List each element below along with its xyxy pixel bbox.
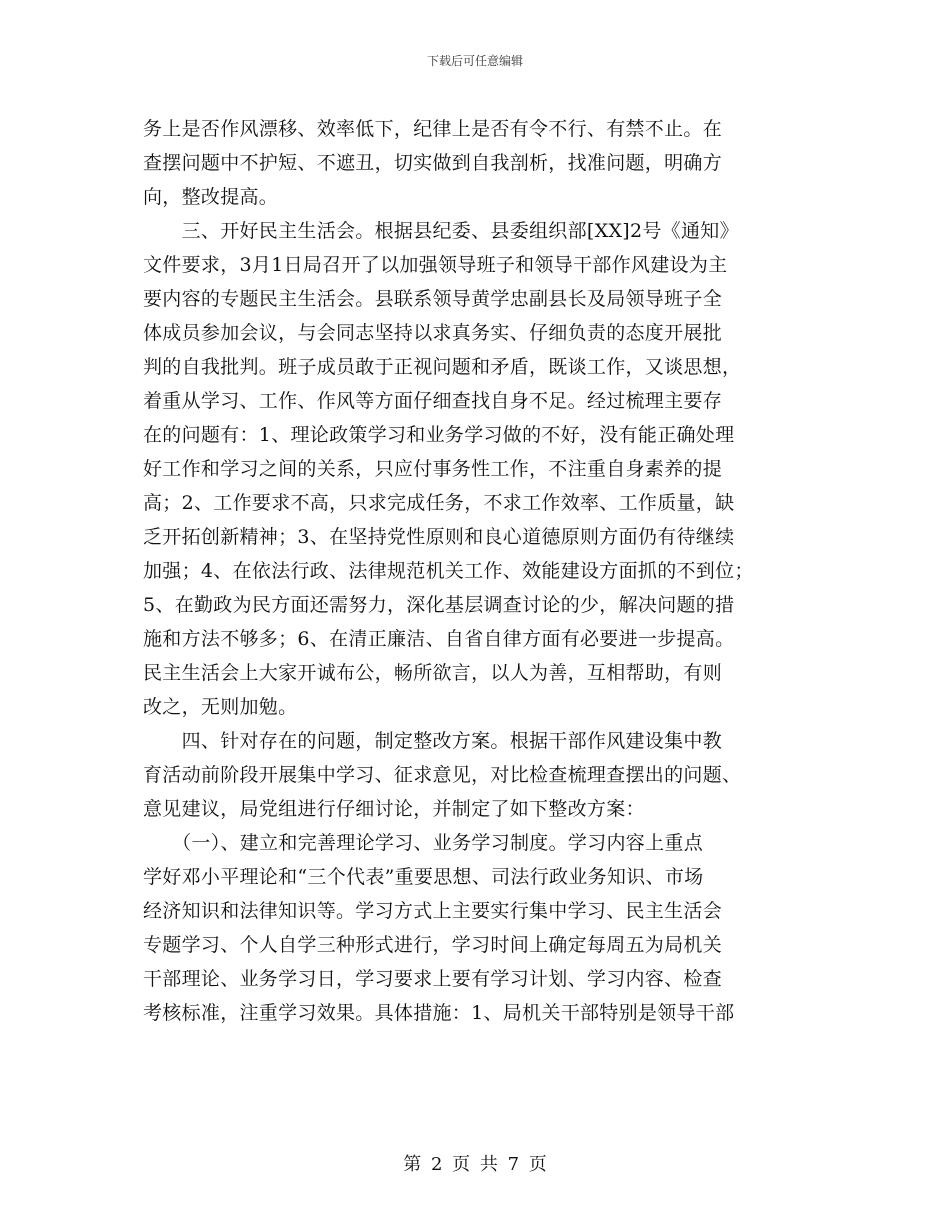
- text-line: 施和方法不够多；6、在清正廉洁、自省自律方面有必要进一步提高。: [143, 628, 735, 650]
- page-number-footer: 第 2 页 共 7 页: [403, 1154, 547, 1175]
- text-line: 意见建议，局党组进行仔细讨论，并制定了如下整改方案：: [143, 798, 645, 820]
- text-line: 学好邓小平理论和“三个代表”重要思想、司法行政业务知识、市场: [143, 866, 704, 888]
- text-line: 着重从学习、工作、作风等方面仔细查找自身不足。经过梳理主要存: [143, 390, 723, 412]
- text-line: （一）、建立和完善理论学习、业务学习制度。学习内容上重点: [143, 832, 704, 854]
- text-line: 改之，无则加勉。: [143, 696, 298, 718]
- text-line: 好工作和学习之间的关系，只应付事务性工作，不注重自身素养的提: [143, 458, 723, 480]
- text-line: 要内容的专题民主生活会。县联系领导黄学忠副县长及局领导班子全: [143, 288, 723, 310]
- page-header: 下载后可任意编辑: [426, 54, 523, 68]
- text-line: 5、在勤政为民方面还需努力，深化基层调查讨论的少，解决问题的措: [143, 594, 735, 616]
- text-line: 民主生活会上大家开诚布公，畅所欲言，以人为善，互相帮助，有则: [143, 662, 723, 684]
- text-line: 考核标准，注重学习效果。具体措施：1、局机关干部特别是领导干部: [143, 1002, 735, 1024]
- text-line: 在的问题有：1、理论政策学习和业务学习做的不好，没有能正确处理: [143, 424, 735, 446]
- text-line: 乏开拓创新精神；3、在坚持党性原则和良心道德原则方面仍有待继续: [143, 526, 735, 548]
- text-line: 体成员参加会议，与会同志坚持以求真务实、仔细负责的态度开展批: [143, 322, 723, 344]
- text-line: 查摆问题中不护短、不遮丑，切实做到自我剖析，找准问题，明确方: [143, 152, 723, 174]
- text-line: 向，整改提高。: [143, 186, 279, 208]
- text-line: 文件要求，3月1日局召开了以加强领导班子和领导干部作风建设为主: [143, 254, 728, 276]
- text-line: 三、开好民主生活会。根据县纪委、县委组织部[XX]2号《通知》: [143, 220, 739, 242]
- text-line: 育活动前阶段开展集中学习、征求意见，对比检查梳理查摆出的问题、: [143, 764, 742, 786]
- text-line: 四、针对存在的问题，制定整改方案。根据干部作风建设集中教: [143, 730, 723, 752]
- text-line: 专题学习、个人自学三种形式进行，学习时间上确定每周五为局机关: [143, 934, 723, 956]
- text-line: 务上是否作风漂移、效率低下，纪律上是否有令不行、有禁不止。在: [143, 118, 723, 140]
- text-line: 判的自我批判。班子成员敢于正视问题和矛盾，既谈工作，又谈思想，: [143, 356, 742, 378]
- text-line: 干部理论、业务学习日，学习要求上要有学习计划、学习内容、检查: [143, 968, 723, 990]
- document-body: [143, 112, 808, 1030]
- text-line: 加强；4、在依法行政、法律规范机关工作、效能建设方面抓的不到位；: [143, 560, 754, 582]
- text-line: 经济知识和法律知识等。学习方式上主要实行集中学习、民主生活会: [143, 900, 723, 922]
- text-line: 高；2、工作要求不高，只求完成任务，不求工作效率、工作质量，缺: [143, 492, 735, 514]
